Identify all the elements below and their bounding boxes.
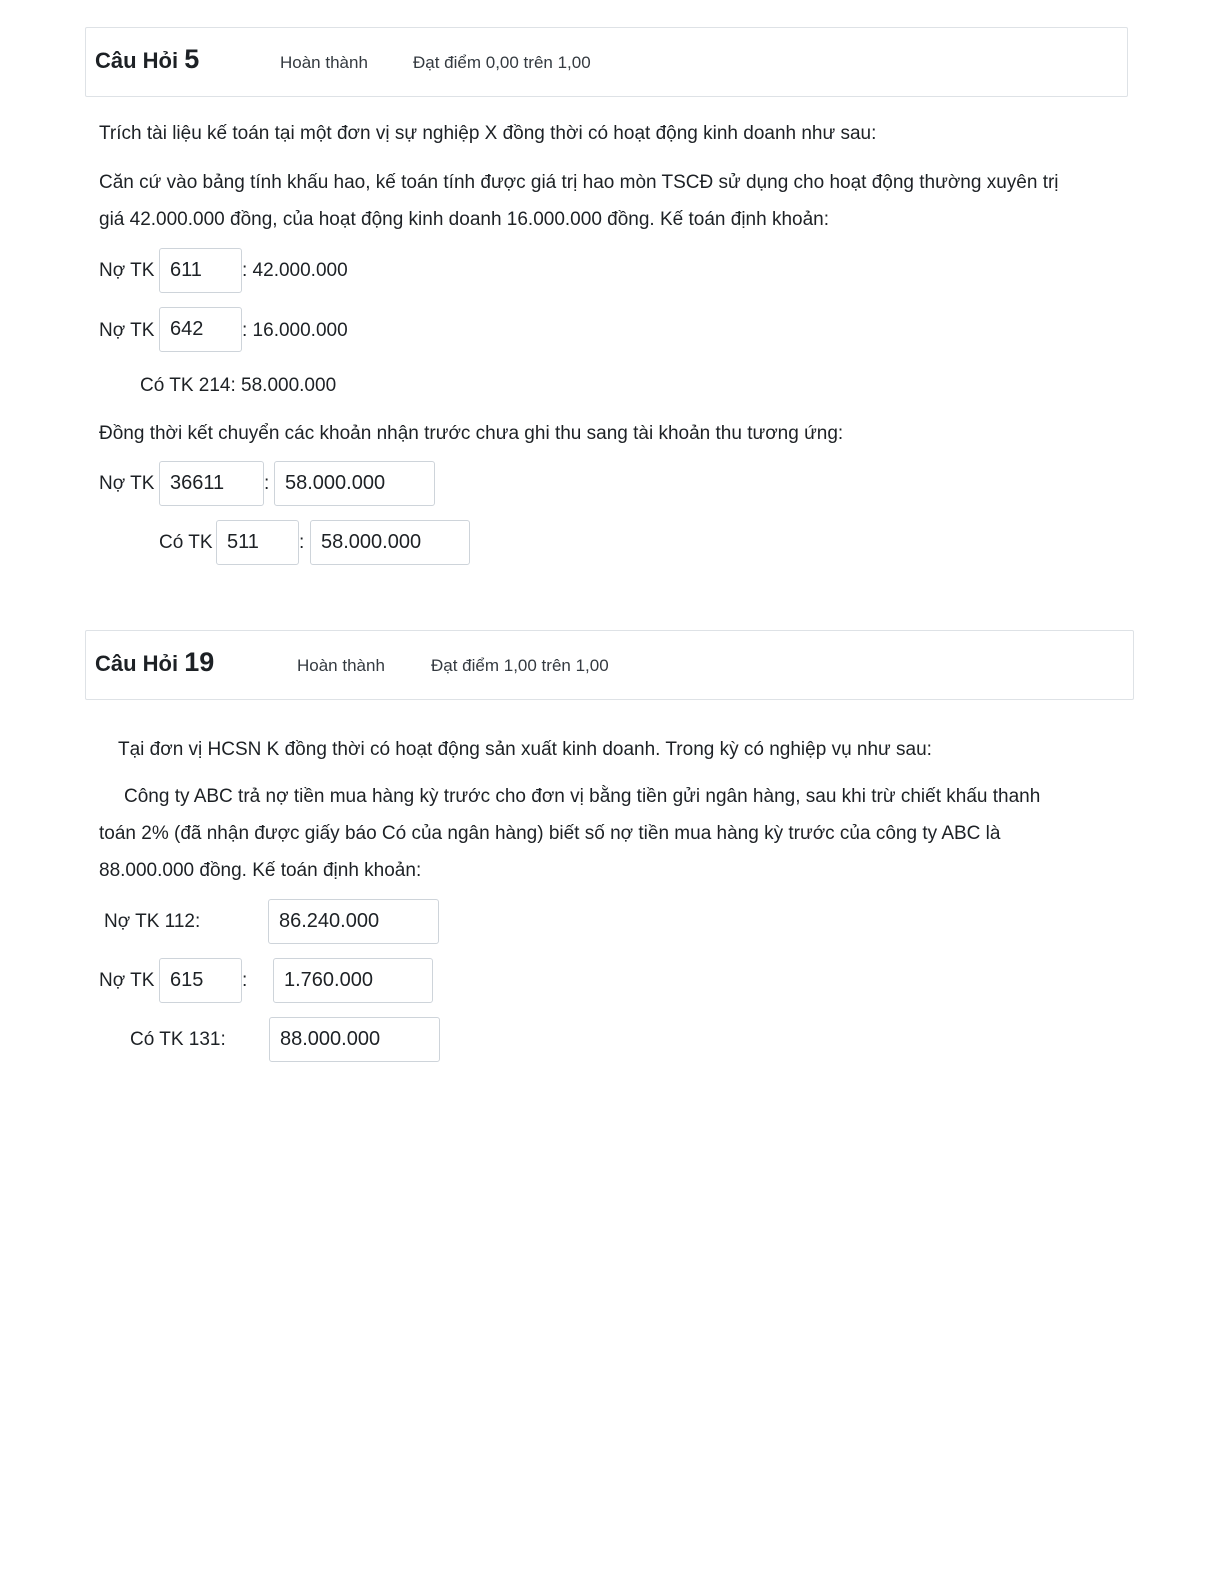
no-tk-label: Nợ TK [99, 260, 155, 281]
amount-text-42m: : 42.000.000 [242, 260, 348, 281]
amount-input-88000000[interactable]: 88.000.000 [269, 1017, 440, 1062]
question-5-paragraph-line-1: Căn cứ vào bảng tính khấu hao, kế toán tính được giá trị hao mòn TSCĐ sử dụng cho hoạt động thường xuyên trị [99, 172, 1059, 193]
colon-separator: : [264, 473, 270, 494]
question-19-paragraph-line-1: Công ty ABC trả nợ tiền mua hàng kỳ trước cho đơn vị bằng tiền gửi ngân hàng, sau khi trừ chiết khấu thanh [124, 786, 1041, 807]
question-19-intro: Tại đơn vị HCSN K đồng thời có hoạt động sản xuất kinh doanh. Trong kỳ có nghiệp vụ như sau: [118, 739, 932, 760]
question-19-title [95, 647, 214, 678]
question-19-paragraph-line-2: toán 2% (đã nhận được giấy báo Có của ngân hàng) biết số nợ tiền mua hàng kỳ trước của công ty ABC là [99, 823, 1001, 844]
amount-input-58m-debit[interactable]: 58.000.000 [274, 461, 435, 506]
question-number: 5 [184, 44, 200, 74]
question-19-header [85, 630, 1134, 700]
question-5-transfer-text: Đồng thời kết chuyển các khoản nhận trước chưa ghi thu sang tài khoản thu tương ứng: [99, 423, 844, 444]
answer-input-611[interactable]: 611 [159, 248, 242, 293]
question-5-grade: Đạt điểm 0,00 trên 1,00 [413, 53, 591, 72]
question-19-status: Hoàn thành [297, 656, 385, 675]
co-tk-214-line: Có TK 214: 58.000.000 [140, 375, 337, 396]
question-19-paragraph-line-3: 88.000.000 đồng. Kế toán định khoản: [99, 860, 422, 881]
colon-separator: : [299, 532, 305, 553]
co-tk-label: Có TK [159, 532, 213, 553]
question-5-header [85, 27, 1128, 97]
answer-input-615[interactable]: 615 [159, 958, 242, 1003]
question-5-status: Hoàn thành [280, 53, 368, 72]
no-tk-label: Nợ TK [99, 320, 155, 341]
answer-input-36611[interactable]: 36611 [159, 461, 264, 506]
amount-input-86240000[interactable]: 86.240.000 [268, 899, 439, 944]
amount-input-58m-credit[interactable]: 58.000.000 [310, 520, 470, 565]
question-title-prefix: Câu Hỏi [95, 48, 179, 73]
question-19-grade: Đạt điểm 1,00 trên 1,00 [431, 656, 609, 675]
answer-input-511[interactable]: 511 [216, 520, 299, 565]
question-5-paragraph-line-2: giá 42.000.000 đồng, của hoạt động kinh doanh 16.000.000 đồng. Kế toán định khoản: [99, 209, 830, 230]
question-5-intro: Trích tài liệu kế toán tại một đơn vị sự nghiệp X đồng thời có hoạt động kinh doanh như sau: [99, 123, 877, 144]
question-number: 19 [184, 647, 215, 677]
question-title-prefix: Câu Hỏi [95, 651, 179, 676]
co-tk-131-label: Có TK 131: [130, 1029, 226, 1050]
no-tk-label: Nợ TK [99, 970, 155, 991]
no-tk-label: Nợ TK [99, 473, 155, 494]
no-tk-112-label: Nợ TK 112: [104, 911, 201, 932]
amount-text-16m: : 16.000.000 [242, 320, 348, 341]
question-5-title [95, 44, 199, 75]
amount-input-1760000[interactable]: 1.760.000 [273, 958, 433, 1003]
answer-input-642[interactable]: 642 [159, 307, 242, 352]
colon-separator: : [242, 970, 248, 991]
